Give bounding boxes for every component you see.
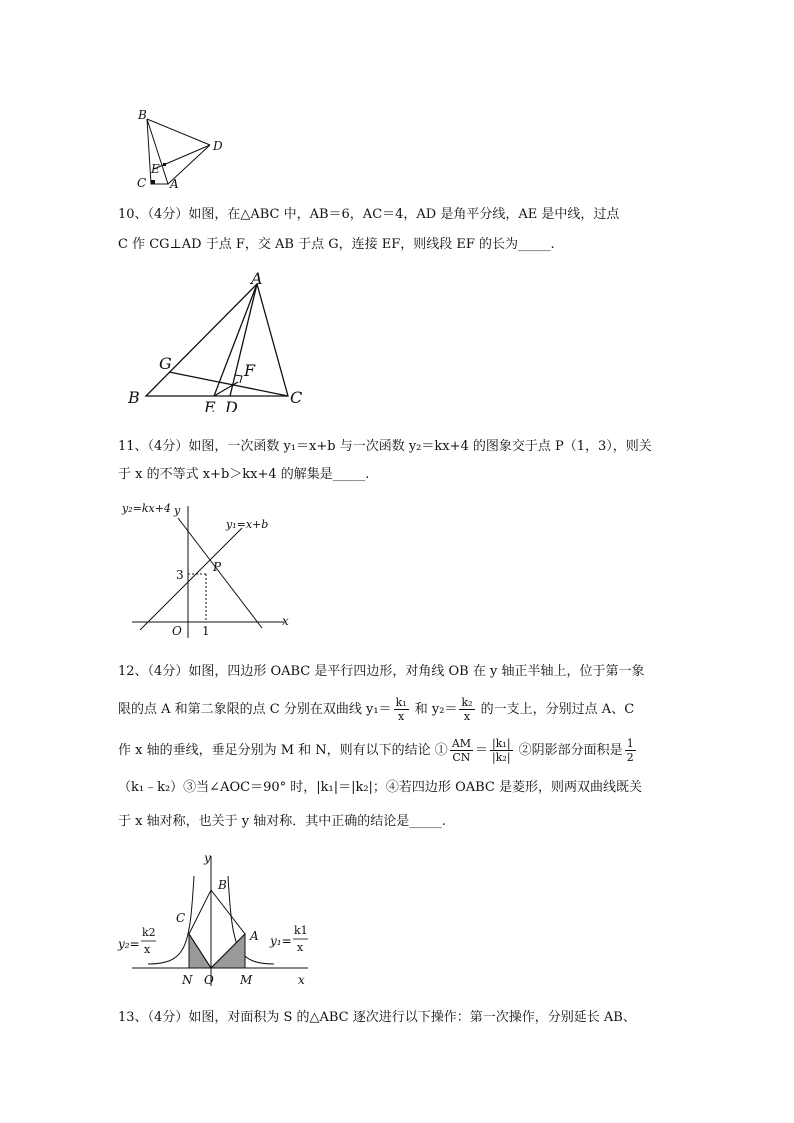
figure-q11 [118, 498, 298, 648]
question-11 [118, 437, 678, 485]
figure-q12 [112, 850, 322, 990]
label-E: E [151, 162, 160, 176]
label-C: C [137, 176, 147, 190]
label-C: C [290, 388, 303, 407]
label-y2: y₂= [118, 937, 140, 951]
figure-q9 [130, 105, 240, 195]
q12-line-5: 于 x 轴对称，也关于 y 轴对称．其中正确的结论是_____. [118, 814, 446, 829]
label-y2: y₂=kx+4 [122, 502, 171, 515]
label-x: x [298, 973, 305, 987]
q12-line-4: （k₁﹣k₂）③当∠AOC＝90° 时，|k₁|＝|k₂|；④若四边形 OABC 是菱形，则两双曲线既关 [118, 780, 642, 795]
label-O: O [204, 973, 214, 987]
label-N: N [182, 973, 193, 987]
q11-line-2: 于 x 的不等式 x+b＞kx+4 的解集是_____. [118, 467, 370, 482]
q11-line-1: 11、（4分）如图，一次函数 y₁＝x+b 与一次函数 y₂＝kx+4 的图象交于点 P（1，3），则关 [118, 439, 652, 454]
label-B: B [218, 878, 227, 892]
label-y1: y₁=x+b [226, 518, 269, 531]
label-O: O [172, 624, 182, 638]
label-x: x [282, 614, 289, 628]
label-3: 3 [176, 568, 184, 582]
label-E: E [204, 398, 216, 412]
figure-q10 [122, 272, 322, 412]
label-B: B [138, 108, 147, 122]
q12-line-3: 作 x 轴的垂线，垂足分别为 M 和 N，则有以下的结论 ① $\frac{AM}{CN}$ ＝ $\frac{\text{|k₁|}}{\text{|k₂|}}$ ②阴影部分面积是 $\frac{1}{2}$ [118, 737, 634, 764]
label-B: B [128, 388, 140, 407]
q10-line-2: C 作 CG⊥AD 于点 F，交 AB 于点 G，连接 EF，则线段 EF 的长为_____. [118, 237, 555, 252]
label-x: x [144, 943, 151, 956]
label-M: M [240, 973, 253, 987]
label-D: D [213, 139, 223, 153]
label-A: A [170, 177, 179, 191]
label-A: A [251, 272, 263, 288]
fraction-one-half: $\frac{1}{2}$ [626, 737, 634, 764]
fraction-k1-k2: $\frac{\text{|k₁|}}{\text{|k₂|}}$ [492, 737, 511, 764]
label-x: x [297, 941, 304, 954]
fraction-k2-x: $\frac{\text{k₂}}{x}$ [461, 696, 473, 723]
q13-line-1: 13、（4分）如图，对面积为 S 的△ABC 逐次进行以下操作：第一次操作，分别延长 AB、 [118, 1010, 636, 1025]
q10-line-1: 10、（4分）如图，在△ABC 中，AB＝6，AC＝4，AD 是角平分线，AE 是中线，过点 [118, 207, 620, 222]
label-1: 1 [202, 624, 210, 638]
label-C: C [176, 911, 186, 925]
label-F: F [244, 361, 256, 380]
label-P: P [213, 560, 222, 574]
question-10 [118, 205, 678, 255]
label-y: y [204, 851, 211, 865]
fraction-k1-x: $\frac{\text{k₁}}{x}$ [395, 696, 407, 723]
q12-line-2: 限的点 A 和第二象限的点 C 分别在双曲线 y₁＝ $\frac{\text{k₁}}{x}$ 和 y₂＝ $\frac{\text{k₂}}{x}$ 的一支上，分别过点 A、C [118, 696, 635, 723]
label-A: A [250, 929, 259, 943]
label-y1: y₁= [270, 934, 292, 948]
label-D: D [225, 398, 238, 412]
label-k1: k1 [294, 924, 308, 937]
q12-line-1: 12、（4分）如图，四边形 OABC 是平行四边形，对角线 OB 在 y 轴正半轴上，位于第一象 [118, 664, 645, 679]
question-13 [118, 1008, 678, 1028]
label-G: G [159, 354, 172, 373]
question-12 [118, 662, 678, 832]
label-k2: k2 [142, 926, 156, 939]
label-y: y [174, 504, 181, 517]
fraction-am-cn: $\frac{AM}{CN}$ [451, 737, 472, 764]
